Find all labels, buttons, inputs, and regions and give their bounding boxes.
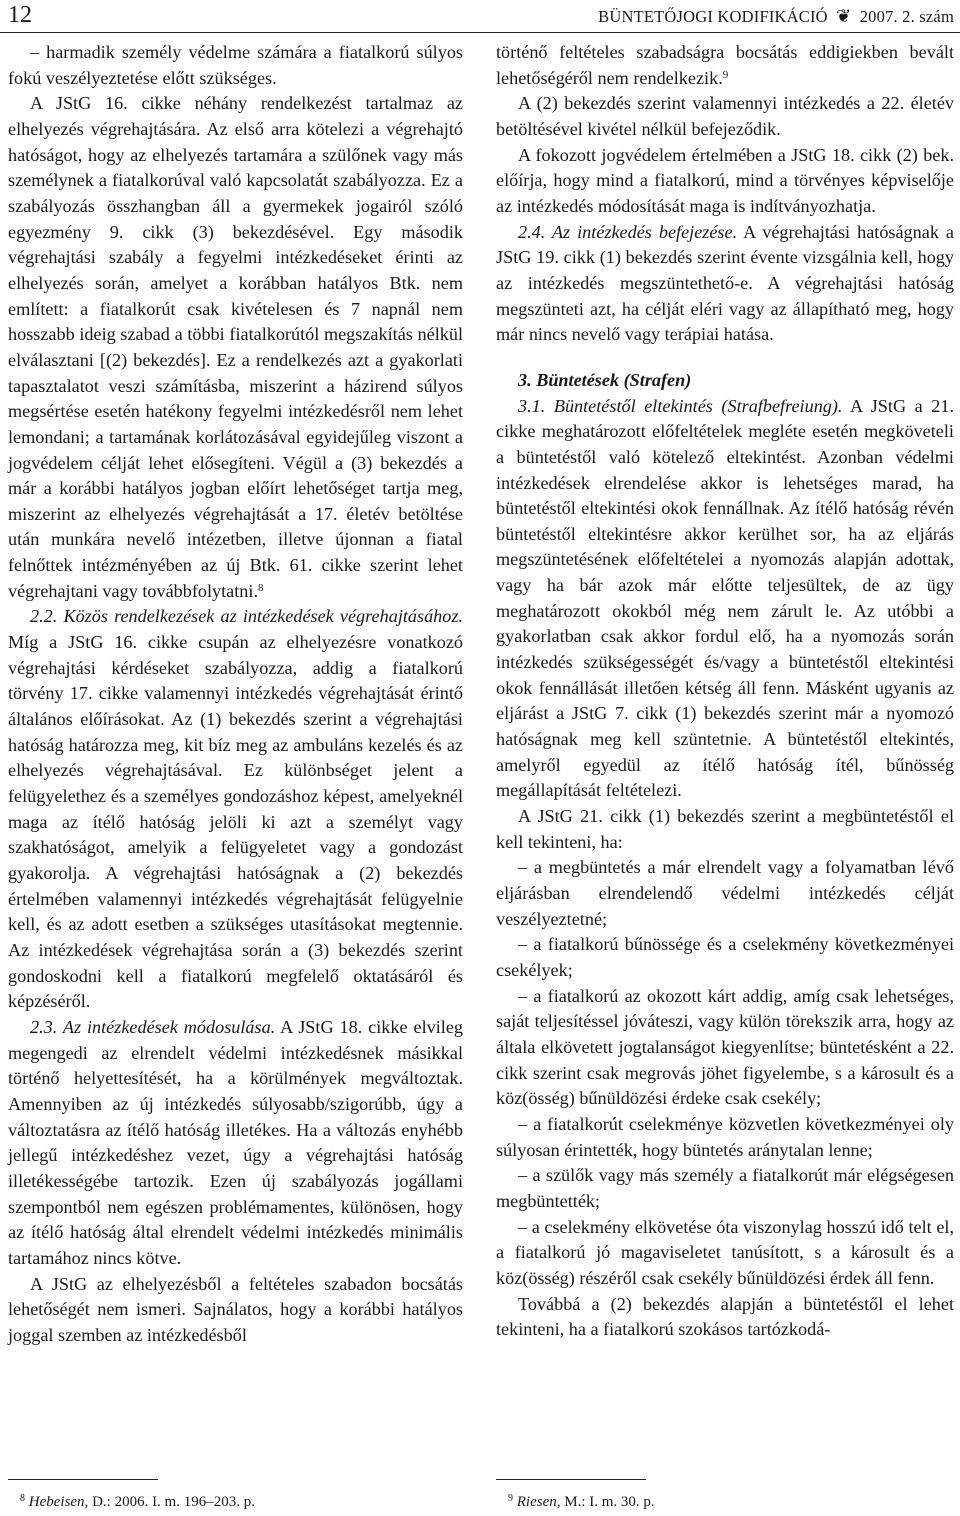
subsection-heading: 2.4. Az intézkedés befejezése.	[518, 221, 738, 242]
list-item: – a szülők vagy más személy a fiatalkorút már elégségesen megbüntették;	[496, 1165, 954, 1211]
footnote-number: 9	[508, 1493, 513, 1504]
paragraph: A JStG 21. cikk (1) bekezdés szerint a megbüntetéstől el kell tekinteni, ha:	[496, 806, 954, 852]
ornament-icon: ❦	[836, 6, 852, 26]
issue-label: 2007. 2. szám	[859, 7, 954, 26]
paragraph	[496, 220, 954, 348]
paragraph: A (2) bekezdés szerint valamennyi intézkedés a 22. életév betöltésével kivétel nélkül befejeződik.	[496, 93, 954, 139]
right-column	[496, 40, 954, 1343]
list-item: – a fiatalkorú bűnössége és a cselekmény következményei csekélyek;	[496, 934, 954, 980]
paragraph: A fokozott jogvédelem értelmében a JStG 18. cikk (2) bek. előírja, hogy mind a fiatalkorú, mind a törvényes képviselője az intézkedés módosítását maga is indítványozhatja.	[496, 144, 954, 216]
subsection-heading: 2.2. Közös rendelkezések az intézkedések végrehajtásához.	[30, 606, 463, 627]
footnote-author: Riesen,	[516, 1494, 561, 1510]
paragraph-text: A végrehajtási hatóságnak a JStG 19. cikk (1) bekezdés szerint évente vizsgálnia kell, hogy az intézkedés megszüntethető-e. A végrehajtási hatóság megszünteti azt, ha célját eléri vagy az állapítható meg, hogy már nincs nevelő vagy terápiai hatása.	[496, 221, 954, 345]
subsection-heading: 3.1. Büntetéstől eltekintés (Strafbefreiung).	[518, 395, 843, 416]
footnote-number: 8	[20, 1493, 25, 1504]
paragraph: – harmadik személy védelme számára a fiatalkorú súlyos fokú veszélyeztetése előtt szükséges.	[8, 42, 463, 88]
paragraph-text: A JStG 18. cikke elvileg megengedi az elrendelt védelmi intézkedésnek másikkal történő helyettesítését, ha a körülmények megváltoztak. Amennyiben az új intézkedés súlyosabb/szigorúbb, úgy a változtatásra az ítélő hatóság illetékes. Ha a változás enyhébb jellegű intézkedéshez vezet, úgy a végrehajtási hatóság illetékességébe tartozik. Ezen új szabályozás jogállami szempontból nem egészen problémamentes, különösen, hogy az ítélő hatóság által elrendelt védelmi intézkedés minimális tartamához nincs kötve.	[8, 1016, 463, 1268]
footnote-text: M.: I. m. 30. p.	[560, 1494, 655, 1510]
section-heading: 3. Büntetések (Strafen)	[518, 369, 692, 390]
list-item: – a cselekmény elkövetése óta viszonylag hosszú idő telt el, a fiatalkorú jó magaviseletet tanúsított, s a károsult és a köz(össég) részéről csak csekély bűnüldözési érdek áll fenn.	[496, 1216, 954, 1288]
list-item: – a fiatalkorút cselekménye közvetlen következményei oly súlyosan érintették, hogy büntetés aránytalan lenne;	[496, 1113, 954, 1160]
paragraph-text: történő feltételes szabadságra bocsátás eddigiekben bevált lehetőségéről nem rendelkezik.	[496, 42, 954, 88]
left-column	[8, 40, 463, 1348]
running-header	[598, 6, 954, 27]
list-item: – a fiatalkorú az okozott kárt addig, amíg csak lehetséges, saját teljesítéssel jóváteszi, vagy külön törekszik arra, hogy az általa elkövetett jogtalanságot kiegyenlítse; büntetésként a 22. cikk szerint csak megrovás jöhet figyelembe, s a károsult és a köz(össég) bűnüldözési érdeke csak csekély;	[496, 985, 954, 1109]
footnote-rule	[8, 1479, 158, 1480]
paragraph: A JStG az elhelyezésből a feltételes szabadon bocsátás lehetőségét nem ismeri. Sajnálatos, hogy a korábbi hatályos joggal szemben az intézkedésből	[8, 1273, 463, 1345]
footnote-ref[interactable]: 8	[258, 581, 264, 594]
list-item: – a megbüntetés a már elrendelt vagy a folyamatban lévő eljárásban elrendelendő védelmi intézkedés célját veszélyeztetné;	[496, 857, 954, 929]
footnote-8	[20, 1493, 255, 1511]
footnote-ref[interactable]: 9	[722, 68, 729, 81]
footnote-rule	[496, 1479, 646, 1480]
paragraph-text: Míg a JStG 16. cikke csupán az elhelyezésre vonatkozó végrehajtási kérdéseket szabályozza, addig a fiatalkorú törvény 17. cikke valamennyi intézkedés végrehajtását érintő általános előírásokat. Az (1) bekezdés szerint a végrehajtási hatóság határozza meg, kit bíz meg az ambuláns kezelés és az elhelyezés végrehajtásával. Ez különbséget jelent a felügyelethez és a személyes gondozáshoz képest, amelyeknél maga az ítélő hatóság jelöli ki azt a személyt vagy szakhatóságot, amelyik a felügyeletet vagy a gondozást gyakorolja. A végrehajtási hatóságnak a (2) bekezdés értelmében valamennyi intézkedés végrehajtását felügyelnie kell, és az adott esetben a szükséges utasításokat megtennie. Az intézkedések végrehajtása során a (3) bekezdés szerint gondoskodni kell a fiatalkorú megfelelő oktatásáról és képzéséről.	[8, 632, 463, 1012]
paragraph: Továbbá a (2) bekezdés alapján a büntetéstől el lehet tekinteni, ha a fiatalkorú szokásos tartózkodá-	[496, 1293, 954, 1340]
paragraph-text: A JStG 16. cikke néhány rendelkezést tartalmaz az elhelyezés végrehajtására. Az első arra kötelezi a végrehajtó hatóságot, hogy az elhelyezés tartamára a szülőnek vagy más személynek a fiatalkorúval való kapcsolatát szabályozza. Ez a szabályozás összhangban áll a gyermekek jogairól szóló egyezmény 9. cikk (3) bekezdésével. Egy második végrehajtási szabály a fegyelmi intézkedéseket érinti az elhelyezés során, amelyet a korábban hatályos Btk. nem említett: a fiatalkorút csak kivételesen és 7 napnál nem hosszabb ideig szabad a többi fiatalkorútól megszakítás nélkül elválasztani [(2) bekezdés]. Ez a rendelkezés azt a gyakorlati tapasztalatot veszi számításba, miszerint a házirend súlyos megsértése esetén hatékony fegyelmi intézkedésről nem lehet lemondani; a tartamának korlátozásával egyidejűleg viszont a jogvédelem célját lehet elősegíteni. Végül a (3) bekezdés a már a korábbi hatályos jogban előírt lehetőséget tartja meg, miszerint az elhelyezés végrehajtását a 17. életév betöltése után munkára nevelő intézetben, illetve újonnan a fiatal felnőttek intézményében az új Btk. 61. cikke szerint lehet végrehajtani vagy továbbfolytatni.	[8, 93, 463, 601]
page-header	[0, 0, 960, 34]
paragraph-text: A JStG a 21. cikke meghatározott előfeltételek megléte esetén megköveteli a büntetéstől való kötelező eltekintést. Azonban védelmi intézkedések elrendelése akkor is lehetséges marad, ha büntetéstől eltekintési okok fennállnak. Az ítélő hatóság révén büntetéstől eltekintésre akkor kerülhet sor, ha az eljárás megszüntetésének előfeltételei a nyomozás alapján adottak, vagy ha bár azok már előtte teljesültek, de az ügy meghatározott okokból még nem zárult le. Az utóbbi a gyakorlatban csak akkor fordul elő, ha a nyomozás során intézkedés szükségességét és/vagy a büntetéstől eltekintési okok fennállását illetően kétség áll fenn. Másként ugyanis az eljárást a JStG 7. cikk (1) bekezdés szerint már a nyomozó hatóságnak meg kell szüntetnie. A büntetéstől eltekintés, amelyről egyedül az ítélő hatóság ítél, bűnösség megállapítását feltételezi.	[496, 395, 954, 801]
header-rule	[0, 32, 960, 33]
footnote-author: Hebeisen,	[28, 1494, 89, 1510]
paragraph	[8, 91, 463, 604]
footnote-text: D.: 2006. I. m. 196–203. p.	[88, 1494, 255, 1510]
journal-title: BÜNTETŐJOGI KODIFIKÁCIÓ	[598, 7, 828, 26]
paragraph	[496, 394, 954, 805]
paragraph	[496, 40, 954, 91]
footnote-9	[508, 1493, 655, 1511]
paragraph	[8, 604, 463, 1015]
subsection-heading: 2.3. Az intézkedések módosulása.	[30, 1016, 276, 1037]
paragraph	[8, 1015, 463, 1272]
page-number: 12	[8, 2, 32, 28]
